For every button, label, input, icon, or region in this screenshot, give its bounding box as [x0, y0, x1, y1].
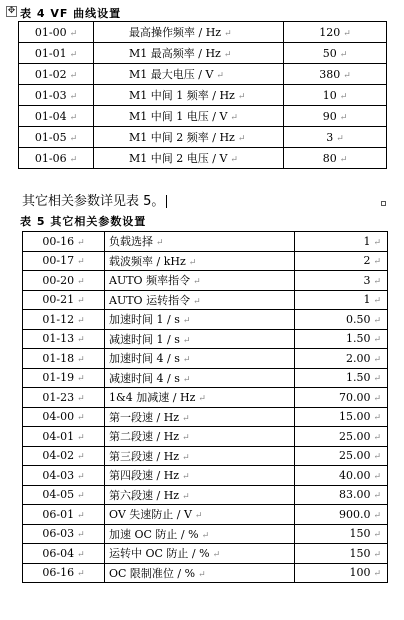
- cell-end-mark-icon: ↵: [336, 133, 344, 144]
- cell-end-mark-icon: ↵: [77, 471, 85, 482]
- table-row: [23, 544, 388, 564]
- param-name-cell[interactable]: [105, 485, 295, 505]
- cell-text: 第一段速 / Hz: [109, 410, 180, 424]
- cell-end-mark-icon: ↵: [77, 237, 85, 248]
- cell-end-mark-icon: ↵: [69, 70, 78, 81]
- cell-end-mark-icon: ↵: [373, 237, 381, 248]
- table-row: [23, 466, 388, 486]
- param-name-cell[interactable]: [94, 22, 284, 43]
- param-name-cell[interactable]: [105, 544, 295, 564]
- cell-text: 第六段速 / Hz: [109, 488, 180, 502]
- param-value-cell[interactable]: [295, 544, 388, 564]
- param-code-cell[interactable]: [23, 368, 105, 388]
- cell-end-mark-icon: ↵: [373, 569, 381, 580]
- cell-text: 10: [322, 88, 337, 102]
- text-cursor: [166, 195, 167, 208]
- param-code-cell[interactable]: [23, 544, 105, 564]
- cell-text: 加速 OC 防止 / %: [109, 527, 199, 541]
- cell-text: 25.00: [338, 449, 371, 463]
- param-name-cell[interactable]: [105, 232, 295, 252]
- table-row: [23, 505, 388, 525]
- param-value-cell[interactable]: [295, 427, 388, 447]
- param-code-cell[interactable]: [23, 505, 105, 525]
- cell-end-mark-icon: ↵: [182, 316, 191, 327]
- cell-end-mark-icon: ↵: [182, 472, 190, 483]
- cell-end-mark-icon: ↵: [77, 354, 85, 365]
- cell-text: 1: [363, 293, 371, 307]
- cell-text: 50: [322, 46, 337, 60]
- cell-end-mark-icon: ↵: [373, 413, 381, 424]
- param-code-cell[interactable]: [23, 466, 105, 486]
- cell-end-mark-icon: ↵: [77, 276, 85, 287]
- cell-end-mark-icon: ↵: [373, 335, 381, 346]
- cell-text: 80: [322, 151, 337, 165]
- param-code-cell[interactable]: [23, 427, 105, 447]
- cell-end-mark-icon: ↵: [212, 550, 221, 561]
- param-value-cell[interactable]: [284, 148, 387, 169]
- cell-text: 01-03: [34, 88, 67, 102]
- table-row: [19, 148, 387, 169]
- cell-text: 第二段速 / Hz: [109, 430, 180, 444]
- cell-text: 01-23: [42, 390, 75, 404]
- cell-text: 1.50: [345, 371, 371, 385]
- cell-end-mark-icon: ↵: [182, 335, 191, 346]
- param-value-cell[interactable]: [284, 127, 387, 148]
- param-code-cell[interactable]: [19, 43, 94, 64]
- cell-text: AUTO 频率指令: [109, 274, 191, 288]
- param-name-cell[interactable]: [105, 466, 295, 486]
- cell-end-mark-icon: ↵: [156, 238, 164, 249]
- table-resize-handle[interactable]: [381, 201, 386, 206]
- cell-text: 40.00: [338, 468, 371, 482]
- cell-text: 第三段速 / Hz: [109, 449, 180, 463]
- param-value-cell[interactable]: [295, 368, 388, 388]
- param-code-cell[interactable]: [23, 524, 105, 544]
- cell-end-mark-icon: ↵: [224, 29, 232, 39]
- cell-text: 04-03: [42, 468, 75, 482]
- cell-text: 加速时间 1 / s: [109, 313, 180, 327]
- param-code-cell[interactable]: [23, 388, 105, 408]
- cell-text: M1 中间 2 电压 / V: [129, 152, 228, 165]
- cell-end-mark-icon: ↵: [77, 315, 85, 326]
- cell-end-mark-icon: ↵: [69, 91, 78, 102]
- cell-end-mark-icon: ↵: [339, 154, 348, 165]
- cell-text: 载波频率 / kHz: [109, 254, 186, 268]
- param-name-cell[interactable]: [105, 271, 295, 291]
- cell-end-mark-icon: ↵: [77, 296, 85, 307]
- cell-end-mark-icon: ↵: [230, 155, 238, 165]
- cell-text: 最高操作频率 / Hz: [129, 26, 222, 39]
- table5-caption: 表 5 其它相关参数设置: [20, 215, 147, 228]
- cell-text: 04-02: [42, 449, 75, 463]
- cell-text: 06-01: [42, 507, 75, 521]
- cell-end-mark-icon: ↵: [339, 91, 348, 102]
- cell-text: 0.50: [345, 312, 371, 326]
- param-code-cell[interactable]: [19, 85, 94, 106]
- param-code-cell[interactable]: [19, 106, 94, 127]
- cell-text: 00-20: [42, 273, 75, 287]
- cell-text: 90: [322, 109, 337, 123]
- cell-end-mark-icon: ↵: [373, 315, 381, 326]
- param-name-cell[interactable]: [105, 349, 295, 369]
- param-code-cell[interactable]: [23, 290, 105, 310]
- param-value-cell[interactable]: [295, 485, 388, 505]
- cell-text: 06-16: [42, 566, 75, 580]
- param-value-cell[interactable]: [295, 271, 388, 291]
- param-value-cell[interactable]: [295, 388, 388, 408]
- cell-end-mark-icon: ↵: [198, 569, 206, 580]
- param-name-cell[interactable]: [105, 563, 295, 583]
- cell-text: 25.00: [338, 429, 371, 443]
- cell-end-mark-icon: ↵: [373, 510, 381, 521]
- param-name-cell[interactable]: [105, 251, 295, 271]
- cell-text: OC 限制准位 / %: [109, 566, 196, 580]
- cell-text: 100: [349, 566, 371, 580]
- cell-end-mark-icon: ↵: [69, 28, 78, 39]
- cell-end-mark-icon: ↵: [339, 49, 348, 60]
- cell-text: 83.00: [338, 488, 371, 502]
- cell-text: 负载选择: [109, 235, 153, 249]
- cell-end-mark-icon: ↵: [188, 257, 197, 268]
- param-name-cell[interactable]: [105, 290, 295, 310]
- table-row: [23, 563, 388, 583]
- cell-end-mark-icon: ↵: [237, 92, 246, 102]
- cell-end-mark-icon: ↵: [69, 112, 78, 123]
- cell-text: 3: [363, 273, 371, 287]
- table5-other-params: [22, 231, 388, 583]
- param-value-cell[interactable]: [295, 466, 388, 486]
- cell-text: M1 中间 1 频率 / Hz: [129, 89, 235, 102]
- table-row: [23, 446, 388, 466]
- table-row: [23, 251, 388, 271]
- cell-end-mark-icon: ↵: [77, 549, 85, 560]
- param-value-cell[interactable]: [295, 407, 388, 427]
- cell-end-mark-icon: ↵: [77, 569, 85, 580]
- param-value-cell[interactable]: [295, 310, 388, 330]
- cell-text: 运转中 OC 防止 / %: [109, 547, 210, 561]
- param-value-cell[interactable]: [295, 505, 388, 525]
- cell-text: 2.00: [345, 351, 371, 365]
- param-value-cell[interactable]: [295, 329, 388, 349]
- cell-text: 00-16: [42, 234, 75, 248]
- cell-text: 01-19: [42, 371, 75, 385]
- param-value-cell[interactable]: [295, 251, 388, 271]
- table-row: [23, 388, 388, 408]
- cell-end-mark-icon: ↵: [77, 393, 85, 404]
- param-name-cell[interactable]: [105, 427, 295, 447]
- param-value-cell[interactable]: [295, 524, 388, 544]
- param-name-cell[interactable]: [94, 127, 284, 148]
- table-row: [19, 85, 387, 106]
- param-value-cell[interactable]: [295, 290, 388, 310]
- cell-text: 00-17: [42, 254, 75, 268]
- cell-text: M1 最高频率 / Hz: [129, 47, 221, 60]
- param-name-cell[interactable]: [94, 148, 284, 169]
- cell-text: 1: [363, 234, 371, 248]
- cell-text: 01-00: [34, 25, 67, 39]
- table-row: [23, 407, 388, 427]
- cell-end-mark-icon: ↵: [230, 113, 238, 123]
- cell-text: 减速时间 1 / s: [109, 332, 180, 346]
- cell-end-mark-icon: ↵: [373, 374, 381, 385]
- cell-end-mark-icon: ↵: [77, 413, 85, 424]
- param-value-cell[interactable]: [295, 232, 388, 252]
- cell-text: 第四段速 / Hz: [109, 469, 180, 483]
- cell-text: 06-04: [42, 546, 75, 560]
- cell-text: 900.0: [338, 507, 371, 521]
- cell-end-mark-icon: ↵: [223, 50, 232, 60]
- cell-end-mark-icon: ↵: [77, 374, 85, 385]
- cell-end-mark-icon: ↵: [182, 452, 190, 463]
- cell-text: 01-13: [42, 332, 75, 346]
- cell-text: 150: [349, 546, 371, 560]
- cell-end-mark-icon: ↵: [182, 491, 190, 502]
- cell-end-mark-icon: ↵: [77, 510, 85, 521]
- cell-text: 2: [363, 254, 371, 268]
- cell-text: OV 失速防止 / V: [109, 508, 192, 522]
- cell-end-mark-icon: ↵: [373, 393, 381, 404]
- param-name-cell[interactable]: [105, 368, 295, 388]
- table-row: [23, 485, 388, 505]
- body-paragraph[interactable]: [22, 190, 167, 209]
- param-value-cell[interactable]: [295, 349, 388, 369]
- table-row: [23, 310, 388, 330]
- cell-text: 01-18: [42, 351, 75, 365]
- cell-text: 04-01: [42, 429, 75, 443]
- cell-end-mark-icon: ↵: [77, 432, 85, 443]
- cell-end-mark-icon: ↵: [198, 394, 206, 405]
- cell-text: 00-21: [42, 293, 75, 307]
- param-name-cell[interactable]: [94, 106, 284, 127]
- cell-end-mark-icon: ↵: [77, 452, 85, 463]
- table-row: [19, 106, 387, 127]
- cell-end-mark-icon: ↵: [237, 134, 246, 144]
- cell-end-mark-icon: ↵: [77, 335, 85, 346]
- cell-text: 150: [349, 527, 371, 541]
- cell-end-mark-icon: ↵: [339, 112, 348, 123]
- param-value-cell[interactable]: [295, 563, 388, 583]
- cell-end-mark-icon: ↵: [343, 70, 351, 81]
- param-code-cell[interactable]: [23, 232, 105, 252]
- cell-end-mark-icon: ↵: [373, 452, 381, 463]
- cell-end-mark-icon: ↵: [343, 28, 351, 39]
- param-name-cell[interactable]: [105, 407, 295, 427]
- table-row: [23, 349, 388, 369]
- param-code-cell[interactable]: [23, 446, 105, 466]
- cell-end-mark-icon: ↵: [69, 49, 78, 60]
- cell-text: 01-01: [34, 46, 67, 60]
- param-name-cell[interactable]: [94, 85, 284, 106]
- param-code-cell[interactable]: [23, 271, 105, 291]
- cell-end-mark-icon: ↵: [182, 355, 191, 366]
- cell-text: 01-02: [34, 67, 67, 81]
- param-code-cell[interactable]: [23, 349, 105, 369]
- cell-end-mark-icon: ↵: [77, 530, 85, 541]
- table-row: [19, 22, 387, 43]
- param-name-cell[interactable]: [105, 446, 295, 466]
- cell-end-mark-icon: ↵: [373, 354, 381, 365]
- cell-end-mark-icon: ↵: [182, 413, 190, 424]
- table-row: [23, 524, 388, 544]
- cell-end-mark-icon: ↵: [201, 530, 210, 541]
- table4-caption: 表 4 VF 曲线设置: [20, 7, 122, 20]
- cell-text: 380: [319, 67, 341, 81]
- cell-end-mark-icon: ↵: [373, 296, 381, 307]
- cell-text: M1 最大电压 / V: [129, 68, 214, 81]
- param-value-cell[interactable]: [284, 64, 387, 85]
- cell-text: 01-12: [42, 312, 75, 326]
- param-name-cell[interactable]: [94, 43, 284, 64]
- cell-end-mark-icon: ↵: [373, 276, 381, 287]
- table4-vf-curve: [18, 21, 387, 169]
- cell-text: 加速时间 4 / s: [109, 352, 180, 366]
- cell-text: 04-00: [42, 410, 75, 424]
- cell-text: 06-03: [42, 527, 75, 541]
- param-value-cell[interactable]: [284, 85, 387, 106]
- param-name-cell[interactable]: [105, 310, 295, 330]
- cell-end-mark-icon: ↵: [373, 471, 381, 482]
- cell-text: 04-05: [42, 488, 75, 502]
- cell-text: 1.50: [345, 332, 371, 346]
- param-name-cell[interactable]: [105, 524, 295, 544]
- table-row: [23, 427, 388, 447]
- param-code-cell[interactable]: [23, 329, 105, 349]
- cell-end-mark-icon: ↵: [69, 133, 78, 144]
- cell-end-mark-icon: ↵: [373, 432, 381, 443]
- cell-text: 01-06: [34, 151, 67, 165]
- param-code-cell[interactable]: [19, 148, 94, 169]
- table-row: [19, 127, 387, 148]
- table-row: [23, 368, 388, 388]
- cell-end-mark-icon: ↵: [77, 257, 85, 268]
- cell-text: M1 中间 2 频率 / Hz: [129, 131, 235, 144]
- table-row: [23, 329, 388, 349]
- param-code-cell[interactable]: [23, 310, 105, 330]
- cell-end-mark-icon: ↵: [182, 433, 190, 444]
- cell-end-mark-icon: ↵: [193, 296, 201, 307]
- param-code-cell[interactable]: [23, 563, 105, 583]
- cell-end-mark-icon: ↵: [182, 374, 191, 385]
- param-code-cell[interactable]: [19, 127, 94, 148]
- cell-text: 01-04: [34, 109, 67, 123]
- cell-text: 15.00: [338, 410, 371, 424]
- cell-end-mark-icon: ↵: [373, 530, 381, 541]
- param-code-cell[interactable]: [23, 407, 105, 427]
- table-row: [23, 271, 388, 291]
- param-code-cell[interactable]: [19, 64, 94, 85]
- cell-text: 1&4 加减速 / Hz: [109, 391, 196, 405]
- table-row: [23, 290, 388, 310]
- param-code-cell[interactable]: [23, 251, 105, 271]
- cell-end-mark-icon: ↵: [373, 549, 381, 560]
- cell-end-mark-icon: ↵: [373, 257, 381, 268]
- table-row: [19, 64, 387, 85]
- table-row: [23, 232, 388, 252]
- param-value-cell[interactable]: [295, 446, 388, 466]
- cell-text: 01-05: [34, 130, 67, 144]
- cell-end-mark-icon: ↵: [193, 277, 201, 288]
- cell-text: 120: [319, 25, 341, 39]
- cell-text: M1 中间 1 电压 / V: [129, 110, 228, 123]
- cell-end-mark-icon: ↵: [69, 154, 78, 165]
- cell-text: AUTO 运转指令: [109, 293, 191, 307]
- table-move-handle-icon[interactable]: ✥: [7, 6, 16, 16]
- table-row: [19, 43, 387, 64]
- param-value-cell[interactable]: [284, 43, 387, 64]
- param-value-cell[interactable]: [284, 106, 387, 127]
- param-value-cell[interactable]: [284, 22, 387, 43]
- cell-end-mark-icon: ↵: [373, 491, 381, 502]
- paragraph-text: 其它相关参数详见表 5。: [22, 194, 165, 209]
- cell-text: 70.00: [338, 390, 371, 404]
- cell-end-mark-icon: ↵: [216, 71, 224, 81]
- cell-text: 3: [326, 130, 334, 144]
- cell-end-mark-icon: ↵: [77, 491, 85, 502]
- cell-end-mark-icon: ↵: [194, 511, 203, 522]
- param-name-cell[interactable]: [94, 64, 284, 85]
- param-name-cell[interactable]: [105, 329, 295, 349]
- param-code-cell[interactable]: [23, 485, 105, 505]
- cell-text: 减速时间 4 / s: [109, 371, 180, 385]
- param-name-cell[interactable]: [105, 505, 295, 525]
- param-name-cell[interactable]: [105, 388, 295, 408]
- param-code-cell[interactable]: [19, 22, 94, 43]
